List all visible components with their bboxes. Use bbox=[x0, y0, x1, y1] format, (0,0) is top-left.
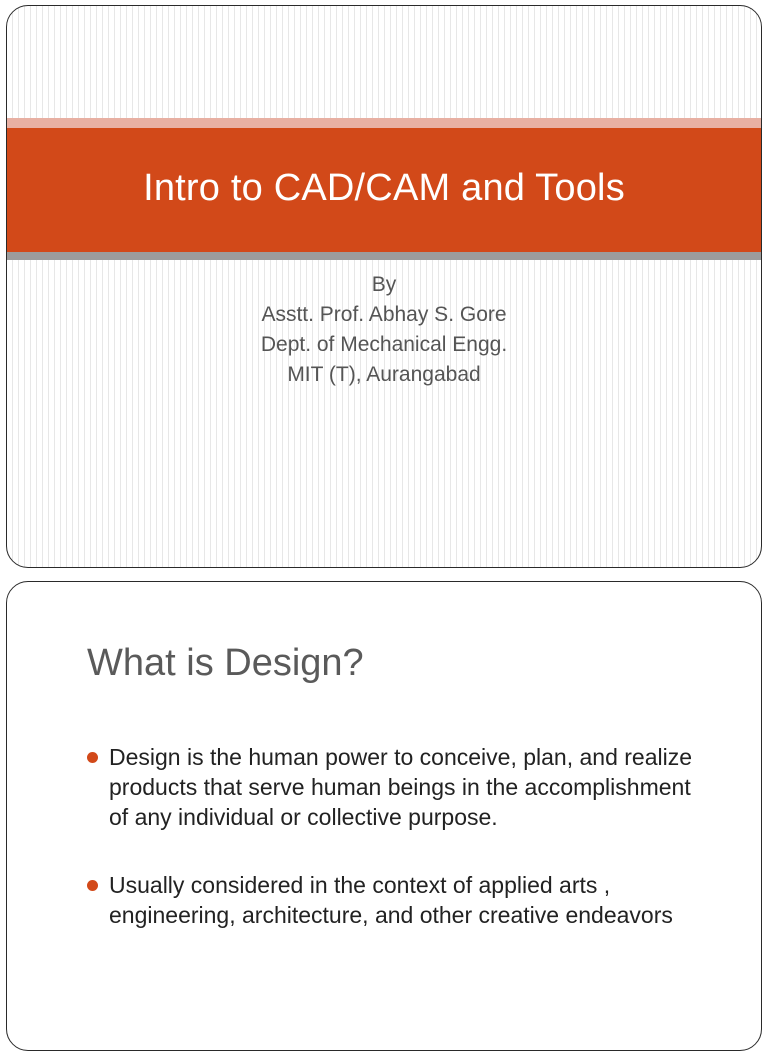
bullet-dot-icon bbox=[87, 880, 98, 891]
content-slide bbox=[6, 581, 762, 1051]
slide-title: Intro to CAD/CAM and Tools bbox=[143, 166, 625, 209]
byline-line: Asstt. Prof. Abhay S. Gore bbox=[261, 303, 507, 326]
bullet-list bbox=[85, 742, 715, 968]
title-slide bbox=[6, 5, 762, 568]
title-band-top-stripe bbox=[7, 118, 761, 128]
bullet-item bbox=[85, 742, 715, 832]
title-band-bottom-stripe bbox=[7, 252, 761, 260]
byline-line: Dept. of Mechanical Engg. bbox=[260, 333, 508, 356]
slide-heading: What is Design? bbox=[87, 642, 364, 684]
author-byline bbox=[7, 270, 761, 390]
title-band bbox=[7, 128, 761, 252]
byline-line: By bbox=[371, 273, 397, 296]
bullet-item bbox=[85, 870, 715, 930]
byline-line: MIT (T), Aurangabad bbox=[287, 363, 481, 386]
bullet-dot-icon bbox=[87, 752, 98, 763]
bullet-text: Usually considered in the context of applied arts , engineering, architecture, and other creative endeavors bbox=[109, 872, 673, 928]
bullet-text: Design is the human power to conceive, plan, and realize products that serve human beings in the accomplishment of any individual or collective purpose. bbox=[109, 744, 693, 830]
